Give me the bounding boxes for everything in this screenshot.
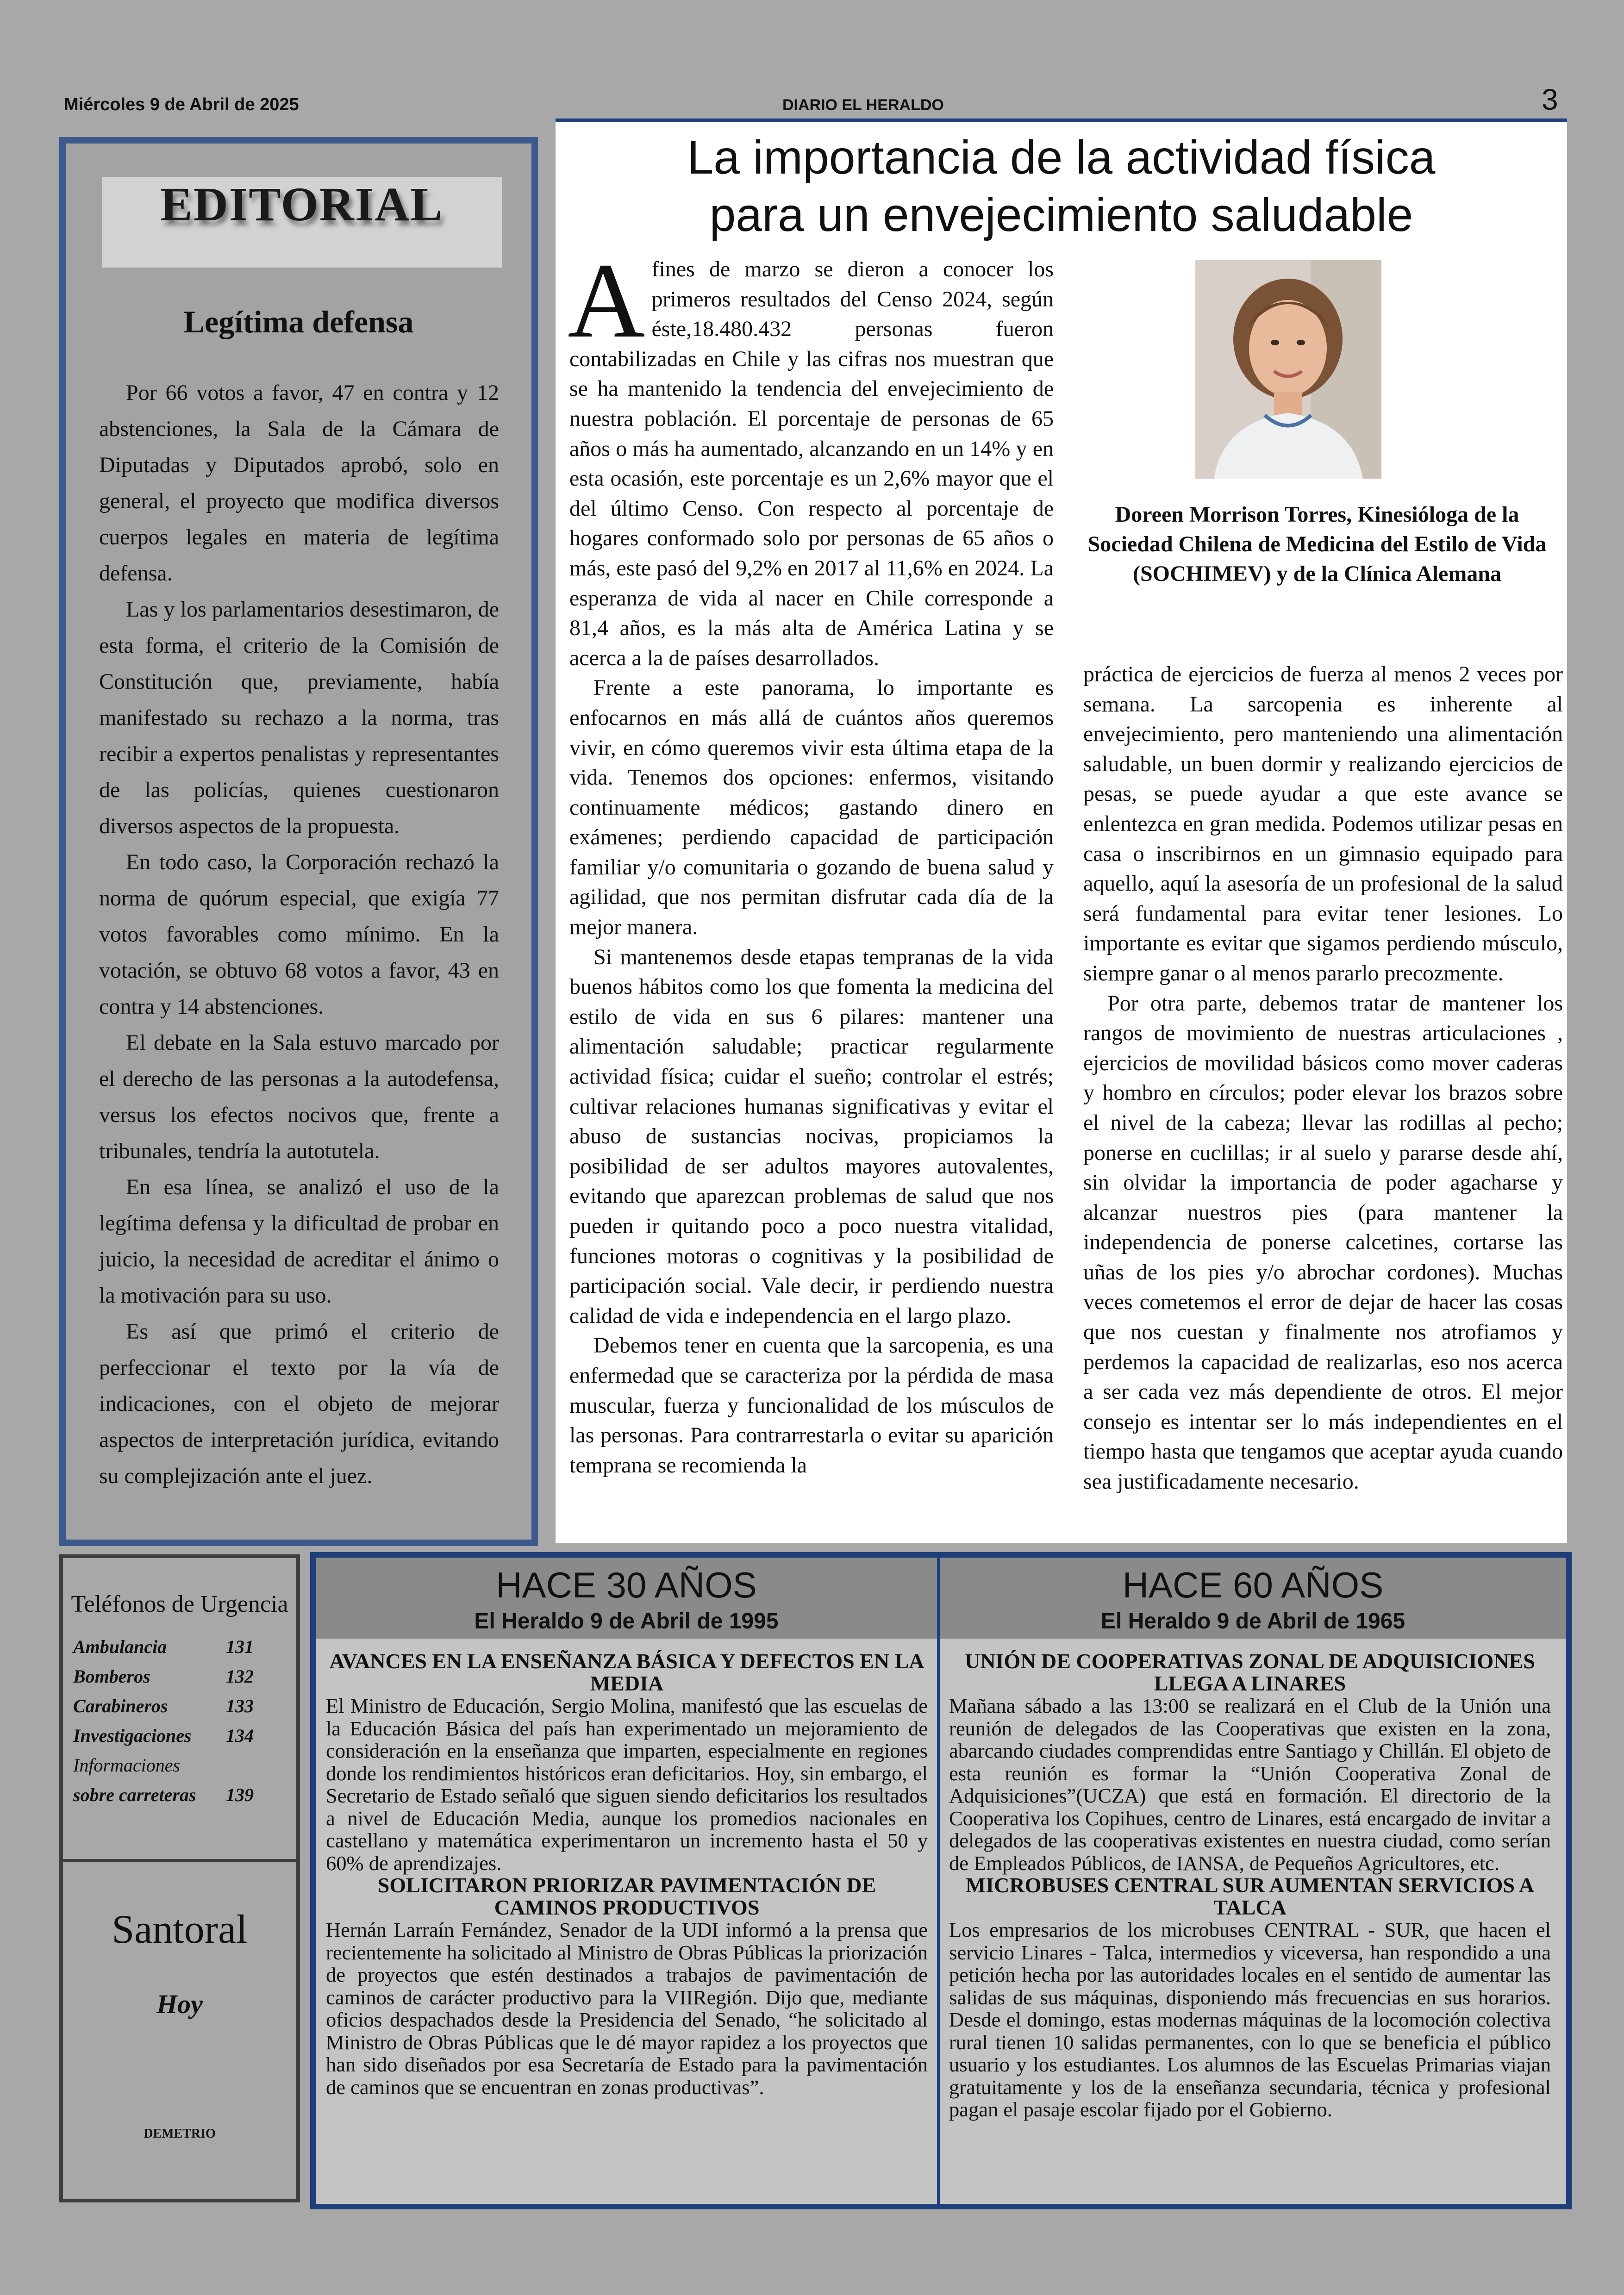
story-body: El Ministro de Educación, Sergio Molina, manifestó que las escuelas de la Educación Básica del país han experimentado un mejoramiento de consideración en la enseñanza que imparten, especialmente en regiones donde los rendimientos históricos eran deficitarios. Hoy, sin embargo, el Secretario de Estado señaló que siguen siendo deficitarios los resultados a nivel de Educación Media, aunque los promedios nacionales en castellano y matemática experimentaron un incremento hasta el 50 y 60% de aprendizajes. bbox=[326, 1694, 928, 1875]
story-title: SOLICITARON PRIORIZAR PAVIMENTACIÓN DE CAMINOS PRODUCTIVOS bbox=[377, 1873, 876, 1919]
phone-name: sobre carreteras bbox=[73, 1784, 196, 1805]
article-paragraph: práctica de ejercicios de fuerza al menos 2 veces por semana. La sarcopenia es inherente al envejecimiento, pero manteniendo una alimentación saludable, un buen dormir y realizando ejercicios de pesas, se puede ayudar a que este avance se enlentezca en gran medida. Podemos utilizar pesas en casa o inscribirnos en un gimnasio equipado para aquello, aquí la asesoría de un profesional de la salud será fundamental para evitar tener lesiones. Lo importante es evitar que sigamos perdiendo músculo, siempre ganar o al menos pararlo precozmente. bbox=[1083, 662, 1563, 985]
editorial-paragraph: Las y los parlamentarios desestimaron, de esta forma, el criterio de la Comisión de Constitución que, previamente, había manifestado su rechazo a la norma, tras recibir a expertos penalistas y representantes de las policías, quienes cuestionaron diversos aspectos de la propuesta. bbox=[99, 597, 499, 838]
story-body: Los empresarios de los microbuses CENTRAL - SUR, que hacen el servicio Linares - Talca, intermedios y viceversa, han respondido a una petición hecha por las autoridades locales en el sentido de aumentar las salidas de sus máquinas, disponiendo más frecuencias en sus horarios. Desde el domingo, estas modernas máquinas de la locomoción colectiva rural tienen 10 salidas permanentes, con lo que se beneficia el público usuario y los estudiantes. Los alumnos de las Escuelas Primarias viajan gratuitamente y los de la enseñanza secundaria, técnica y profesional pagan el pasaje escolar fijado por el Gobierno. bbox=[949, 1918, 1551, 2121]
article-paragraph: Si mantenemos desde etapas tempranas de la vida buenos hábitos como los que fomenta la medicina del estilo de vida en sus 6 pilares: mantener una alimentación saludable; practicar regularmente actividad física; cuidar el sueño; controlar el estrés; cultivar relaciones humanas significativas y evitar el abuso de sustancias nocivas, propiciamos la posibilidad de ser adultos mayores autovalentes, evitando que aparezcan problemas de salud que nos pueden ir quitando poco a poco nuestra vitalidad, funciones motoras o cognitivas y la posibilidad de participación social. Vale decir, ir perdiendo nuestra calidad de vida e independencia en el largo plazo. bbox=[569, 944, 1054, 1328]
phone-name: Ambulancia bbox=[73, 1636, 167, 1657]
list-item bbox=[73, 1721, 254, 1751]
author-photo bbox=[1195, 260, 1381, 479]
saint-name: DEMETRIO bbox=[144, 2127, 216, 2141]
header-date: Miércoles 9 de Abril de 2025 bbox=[64, 95, 299, 114]
photo-caption: Doreen Morrison Torres, Kinesióloga de la Sociedad Chilena de Medicina del Estilo de Vida (SOCHIMEV) y de la Clínica Alemana bbox=[1087, 502, 1547, 586]
story-title: MICROBUSES CENTRAL SUR AUMENTAN SERVICIOS A TALCA bbox=[965, 1873, 1535, 1919]
editorial-paragraph: Por 66 votos a favor, 47 en contra y 12 abstenciones, la Sala de la Cámara de Diputadas y Diputados aprobó, solo en general, el proyecto que modifica diversos cuerpos legales en materia de legítima defensa. bbox=[99, 380, 499, 586]
phone-number: 131 bbox=[226, 1636, 254, 1657]
emergency-title: Teléfonos de Urgencia bbox=[71, 1591, 288, 1617]
hace-60-title: HACE 60 AÑOS bbox=[1122, 1565, 1384, 1605]
header-rule bbox=[556, 118, 1567, 122]
emergency-list bbox=[73, 1632, 254, 1810]
story-title: UNIÓN DE COOPERATIVAS ZONAL DE ADQUISICIONES LLEGA A LINARES bbox=[965, 1649, 1535, 1695]
phone-name: Carabineros bbox=[73, 1696, 168, 1716]
hace-60-column bbox=[949, 1650, 1551, 2121]
article-lead-paragraph bbox=[568, 241, 1054, 673]
newspaper-name: DIARIO EL HERALDO bbox=[782, 96, 944, 114]
editorial-paragraph: El debate en la Sala estuvo marcado por el derecho de las personas a la autodefensa, versus los efectos nocivos que, frente a tribunales, tendría la autotutela. bbox=[99, 1030, 499, 1163]
column-divider bbox=[937, 1558, 940, 2204]
editorial-paragraph: En todo caso, la Corporación rechazó la norma de quórum especial, que exigía 77 votos favorables como mínimo. En la votación, se obtuvo 68 votos a favor, 43 en contra y 14 abstenciones. bbox=[99, 850, 499, 1019]
article-headline bbox=[556, 129, 1567, 243]
phone-number: 133 bbox=[226, 1696, 254, 1716]
headline-line-2: para un envejecimiento saludable bbox=[709, 188, 1413, 241]
article-paragraph: Debemos tener en cuenta que la sarcopenia, es una enfermedad que se caracteriza por la pérdida de masa muscular, fuerza y funcionalidad de los músculos de las personas. Para contrarrestarla o evitar su aparición temprana se recomienda la bbox=[569, 1333, 1054, 1478]
hace-30-header bbox=[316, 1558, 937, 1639]
hace-60-header bbox=[940, 1558, 1566, 1639]
hace-30-title: HACE 30 AÑOS bbox=[496, 1565, 757, 1605]
list-item bbox=[73, 1780, 254, 1810]
list-item bbox=[73, 1751, 254, 1780]
editorial-banner: EDITORIAL bbox=[102, 177, 502, 268]
headline-line-1: La importancia de la actividad física bbox=[687, 131, 1436, 184]
page-number: 3 bbox=[1542, 83, 1558, 116]
story-body: Mañana sábado a las 13:00 se realizará en el Club de la Unión una reunión de delegados de las Cooperativas que existen en la zona, abarcando ciudades comprendidas entre Santiago y Chillán. El objeto de esta reunión es formar la “Unión Cooperativa Zonal de Adquisiciones”(UCZA) que está en formación. El directorio de la Cooperativa los Copihues, centro de Linares, está encargado de invitar a delegados de las cooperativas existentes en nuestra ciudad, como serían de Empleados Públicos, de IANSA, de Pequeños Agricultores, etc. bbox=[949, 1694, 1551, 1875]
editorial-paragraph: En esa línea, se analizó el uso de la legítima defensa y la dificultad de probar en juicio, la necesidad de acreditar el ánimo o la motivación para su uso. bbox=[99, 1175, 499, 1308]
article-column-1 bbox=[568, 241, 1054, 1480]
author-portrait-icon bbox=[1195, 260, 1381, 479]
lead-text: fines de marzo se dieron a conocer los primeros resultados del Censo 2024, según éste,18.480.432 personas fueron contabilizadas en Chile y las cifras nos muestran que se ha mantenido la tendencia del envejecimiento de nuestra población. El porcentaje de personas de 65 años o más ha aumentado, alcanzando en un 14% y en esta ocasión, este porcentaje es un 2,6% mayor que el del último Censo. Con respecto al porcentaje de hogares conformado solo por personas de 65 años o más, este pasó del 9,2% en 2017 al 11,6% en 2024. La esperanza de vida al nacer en Chile corresponde a 81,4 años, es la más alta de América Latina y se acerca a la de países desarrollados. bbox=[569, 257, 1054, 670]
editorial-title: Legítima defensa bbox=[183, 304, 414, 339]
phone-name: Investigaciones bbox=[73, 1725, 192, 1746]
list-item bbox=[73, 1691, 254, 1721]
hace-60-subtitle: El Heraldo 9 de Abril de 1965 bbox=[1100, 1609, 1405, 1634]
story-title: AVANCES EN LA ENSEÑANZA BÁSICA Y DEFECTOS EN LA MEDIA bbox=[329, 1649, 924, 1695]
hace-30-subtitle: El Heraldo 9 de Abril de 1995 bbox=[474, 1609, 779, 1634]
list-item bbox=[73, 1632, 254, 1662]
article-paragraph: Frente a este panorama, lo importante es enfocarnos en más allá de cuántos años queremos vivir, en cómo queremos vivir esta última etapa de la vida. Tenemos dos opciones: enfermos, visitando continuamente médicos; gastando dinero en exámenes; perdiendo capacidad de participación familiar y/o comunitaria o gozando de buena salud y agilidad, que nos permitan disfrutar cada día de la mejor manera. bbox=[569, 675, 1054, 940]
santoral-title: Santoral bbox=[112, 1907, 248, 1952]
santoral-today: Hoy bbox=[156, 1989, 203, 2019]
divider bbox=[63, 1859, 296, 1862]
emergency-phones-box bbox=[59, 1554, 300, 2202]
phone-name: Bomberos bbox=[73, 1666, 150, 1687]
article-column-2 bbox=[1083, 660, 1563, 1497]
editorial-body bbox=[99, 375, 499, 1494]
drop-cap: A bbox=[568, 241, 645, 360]
article-paragraph: Por otra parte, debemos tratar de mantener los rangos de movimiento de nuestras articulaciones , ejercicios de movilidad básicos como mover caderas y hombro en círculos; poder elevar los brazos sobre el nivel de la cabeza; llevar las rodillas al pecho; ponerse en cuclillas; ir al suelo y pararse desde ahí, sin olvidar la importancia de poder agacharse y alcanzar nuestros pies (para mantener la independencia de ponerse calcetines, cortarse las uñas de los pies y/o abrochar cordones). Muchas veces cometemos el error de dejar de hacer las cosas que nos cuestan y finalmente nos atrofiamos y perdemos la capacidad de realizarlas, eso nos acerca a ser cada vez más dependiente de otros. El mejor consejo es intentar ser lo más independientes en el tiempo hasta que tengamos que aceptar ayuda cuando sea justificadamente necesario. bbox=[1083, 991, 1563, 1494]
history-box bbox=[310, 1552, 1572, 2209]
editorial-column bbox=[59, 137, 538, 1546]
phone-number: 132 bbox=[226, 1666, 254, 1687]
editorial-paragraph: Es así que primó el criterio de perfeccionar el texto por la vía de indicaciones, con el objeto de mejorar aspectos de interpretación jurídica, evitando su complejización ante el juez. bbox=[99, 1319, 499, 1488]
phone-number: 134 bbox=[226, 1725, 254, 1746]
phone-number: 139 bbox=[226, 1784, 254, 1805]
list-item bbox=[73, 1662, 254, 1691]
story-body: Hernán Larraín Fernández, Senador de la UDI informó a la prensa que recientemente ha solicitado al Ministro de Obras Públicas la priorización de proyectos que estén destinados a trabajos de pavimentación de caminos de carácter productivo para la VIIRegión. Dijo que, mediante oficios despachados desde la Presidencia del Senado, “he solicitado al Ministro de Obras Públicas que le dé mayor rapidez a los proyectos que han sido diseñados por esa Secretaría de Estado para la pavimentación de caminos que se encuentran en zonas productivas”. bbox=[326, 1918, 928, 2099]
hace-30-column bbox=[326, 1650, 928, 2098]
phone-name: Informaciones bbox=[73, 1755, 181, 1776]
